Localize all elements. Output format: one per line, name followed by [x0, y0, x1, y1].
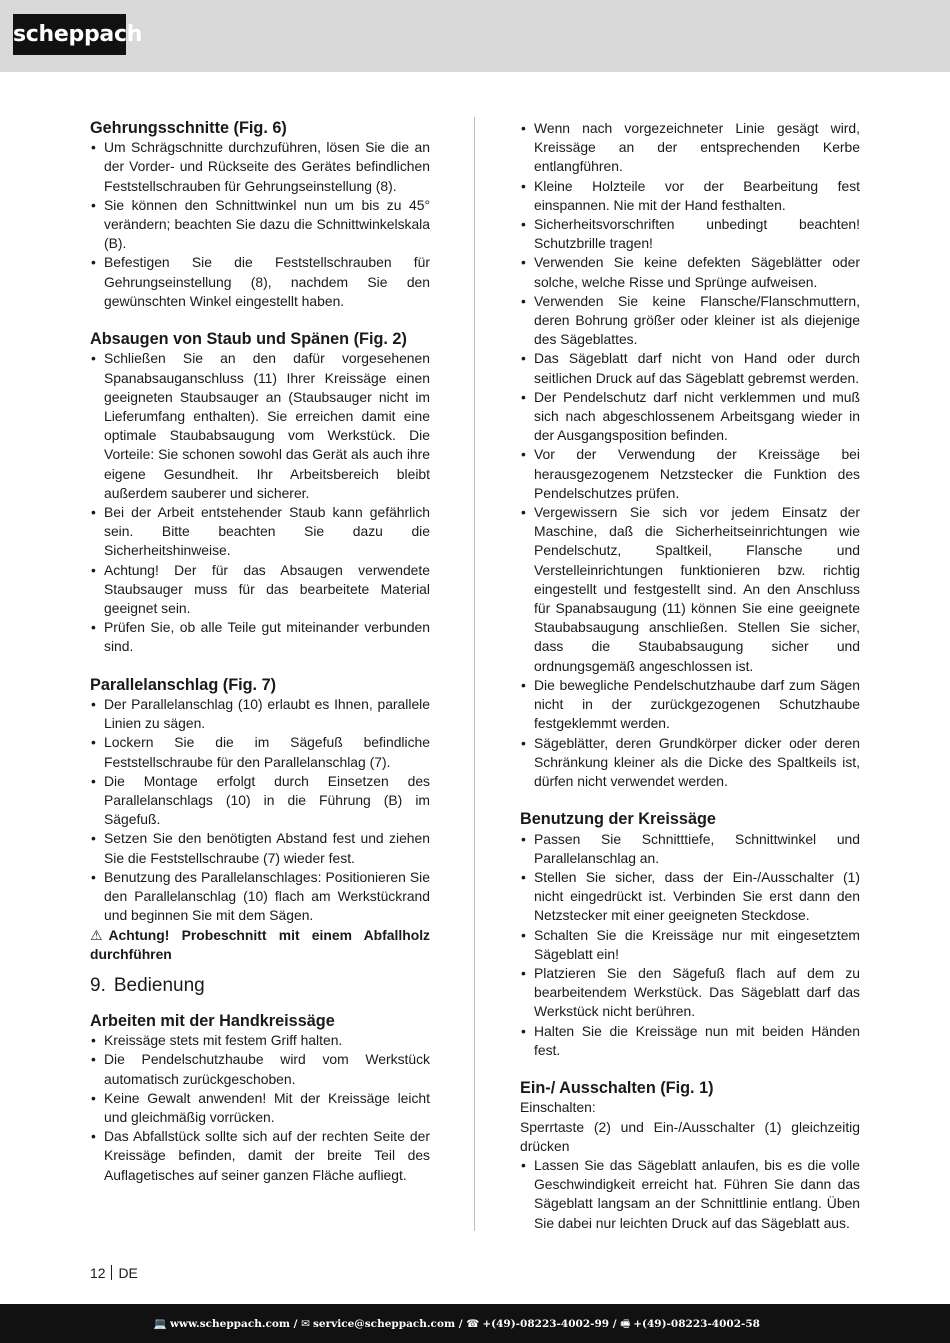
chapter-heading	[90, 964, 430, 1012]
list-item: • Vor der Verwendung der Kreissäge bei herausgezogenem Netzstecker die Funktion des Pendelschutzes prüfen.	[520, 445, 860, 503]
mail-icon: ✉	[301, 1318, 310, 1330]
bullet-list	[90, 695, 430, 925]
list-item: • Wenn nach vorgezeichneter Linie gesägt wird, Kreissäge an der entsprechenden Kerbe entlangführen.	[520, 119, 860, 177]
phone-icon: ☎	[466, 1318, 480, 1330]
list-item: • Kreissäge stets mit festem Griff halten.	[90, 1031, 430, 1050]
left-column	[90, 119, 430, 1185]
footer-email: service@scheppach.com	[312, 1318, 456, 1330]
list-item: • Prüfen Sie, ob alle Teile gut miteinander verbunden sind.	[90, 618, 430, 656]
list-item: • Vergewissern Sie sich vor jedem Einsatz der Maschine, daß die Sicherheitseinrichtungen wie Pendelschutz, Spaltkeil, Flansche und Verstelleinrichtungen funktionieren bzw. richtig eingestellt und festgestellt sind. An den Anschluss für Spanabsaugung (11) können Sie eine geeignete Staubabsaugung anschließen. Stellen Sie sicher, dass die Staubabsaugung sicher und ordnungsgemäß angeschlossen ist.	[520, 503, 860, 676]
footer-contact-line	[154, 1316, 760, 1334]
list-item: • Schließen Sie an den dafür vorgesehenen Spanabsauganschluss (11) Ihrer Kreissäge einen geeigneten Staubsauger an (Staubsauger nicht im Lieferumfang enthalten). Sie erreichen damit eine optimale Staubabsaugung vom Werkstück. Die Vorteile: Sie schonen sowohl das Gerät als auch ihre eigene Gesundheit. Ihr Arbeitsbereich bleibt außerdem sauberer und sicherer.	[90, 349, 430, 503]
page-language: DE	[118, 1265, 138, 1281]
list-item: • Sicherheitsvorschriften unbedingt beachten! Schutzbrille tragen!	[520, 215, 860, 253]
footer-separator: /	[293, 1318, 298, 1330]
list-item: • Sägeblätter, deren Grundkörper dicker oder deren Schränkung kleiner als die Dicke des Spaltkeils ist, dürfen nicht verwendet werden.	[520, 734, 860, 792]
list-item: • Kleine Holzteile vor der Bearbeitung fest einspannen. Nie mit der Hand festhalten.	[520, 177, 860, 215]
page-header	[0, 0, 950, 72]
chapter-title: Bedienung	[113, 974, 205, 996]
list-item: • Die Montage erfolgt durch Einsetzen des Parallelanschlags (10) in die Führung (B) im Sägefuß.	[90, 772, 430, 830]
list-item: • Setzen Sie den benötigten Abstand fest und ziehen Sie die Feststellschraube (7) wieder fest.	[90, 829, 430, 867]
footer-fax: +(49)-08223-4002-58	[633, 1318, 760, 1330]
warning-note	[90, 926, 430, 964]
list-item: • Das Abfallstück sollte sich auf der rechten Seite der Kreissäge befinden, damit der breite Teil des Auflagetisches auf seiner ganzen Fläche aufliegt.	[90, 1127, 430, 1185]
section-heading-ein-ausschalten: Ein-/ Ausschalten (Fig. 1)	[520, 1079, 714, 1098]
page-number-value: 12	[90, 1265, 106, 1281]
chapter-number: 9.	[90, 974, 106, 996]
list-item: • Um Schrägschnitte durchzuführen, lösen Sie die an der Vorder- und Rückseite des Gerätes befindlichen Feststellschrauben für Gehrungseinstellung (8).	[90, 138, 430, 196]
bullet-list	[520, 830, 860, 1060]
list-item: • Verwenden Sie keine Flansche/Flanschmuttern, deren Bohrung größer oder kleiner ist als diejenige des Sägeblattes.	[520, 292, 860, 350]
list-item: • Platzieren Sie den Sägefuß flach auf dem zu bearbeitendem Werkstück. Das Sägeblatt darf das Werkstück nicht berühren.	[520, 964, 860, 1022]
list-item: • Keine Gewalt anwenden! Mit der Kreissäge leicht und gleichmäßig vorrücken.	[90, 1089, 430, 1127]
page-footer	[0, 1304, 950, 1343]
list-item: • Die Pendelschutzhaube wird vom Werkstück automatisch zurückgeschoben.	[90, 1050, 430, 1088]
scheppach-logo: scheppach	[13, 14, 126, 55]
bullet-list	[90, 138, 430, 311]
bullet-list	[520, 1156, 860, 1233]
list-item: • Lassen Sie das Sägeblatt anlaufen, bis es die volle Geschwindigkeit erreicht hat. Führen Sie dann das Sägeblatt langsam an der Schnittlinie entlang. Üben Sie dabei nur leichten Druck auf das Sägeblatt aus.	[520, 1156, 860, 1233]
section-heading-absaugen: Absaugen von Staub und Spänen (Fig. 2)	[90, 330, 407, 349]
list-item: • Halten Sie die Kreissäge nun mit beiden Händen fest.	[520, 1022, 860, 1060]
column-divider	[474, 117, 475, 1231]
computer-icon: 💻	[153, 1318, 167, 1330]
paragraph-einschalten: Einschalten:	[520, 1099, 596, 1116]
paragraph-sperrtaste: Sperrtaste (2) und Ein-/Ausschalter (1) gleichzeitig drücken	[520, 1118, 860, 1154]
footer-website: www.scheppach.com	[170, 1318, 291, 1330]
section-heading-benutzung: Benutzung der Kreissäge	[520, 810, 716, 829]
footer-phone: +(49)-08223-4002-99	[482, 1318, 610, 1330]
right-column	[520, 119, 860, 1233]
page-number	[90, 1265, 138, 1281]
section-heading-arbeiten: Arbeiten mit der Handkreissäge	[90, 1011, 335, 1030]
list-item: • Das Sägeblatt darf nicht von Hand oder durch seitlichen Druck auf das Sägeblatt gebremst werden.	[520, 349, 860, 387]
bullet-list	[90, 1031, 430, 1185]
list-item: • Schalten Sie die Kreissäge nur mit eingesetztem Sägeblatt ein!	[520, 926, 860, 964]
list-item: • Passen Sie Schnitttiefe, Schnittwinkel und Parallelanschlag an.	[520, 830, 860, 868]
bullet-list	[520, 119, 860, 791]
list-item: • Bei der Arbeit entstehender Staub kann gefährlich sein. Bitte beachten Sie dazu die Sicherheitshinweise.	[90, 503, 430, 561]
footer-separator: /	[612, 1318, 617, 1330]
bullet-list	[90, 349, 430, 656]
list-item: • Der Parallelanschlag (10) erlaubt es Ihnen, parallele Linien zu sägen.	[90, 695, 430, 733]
list-item: • Sie können den Schnittwinkel nun um bis zu 45° verändern; beachten Sie dazu die Schnittwinkelskala (B).	[90, 196, 430, 254]
list-item: • Der Pendelschutz darf nicht verklemmen und muß sich nach abgeschlossenem Arbeitsgang wieder in der Ausgangsposition befinden.	[520, 388, 860, 446]
list-item: • Benutzung des Parallelanschlages: Positionieren Sie den Parallelanschlag (10) flach am Werkstückrand und beginnen Sie mit dem Sägen.	[90, 868, 430, 926]
list-item: • Befestigen Sie die Feststellschrauben für Gehrungseinstellung (8), nachdem Sie den gewünschten Winkel eingestellt haben.	[90, 253, 430, 311]
warning-text: Achtung! Probeschnitt mit einem Abfallholz durchführen	[90, 926, 430, 962]
footer-separator: /	[458, 1318, 463, 1330]
warning-icon: ⚠	[90, 926, 103, 943]
list-item: • Achtung! Der für das Absaugen verwendete Staubsauger muss für das bearbeitete Material geeignet sein.	[90, 561, 430, 619]
fax-icon: 🖷	[620, 1318, 631, 1330]
list-item: • Lockern Sie die im Sägefuß befindliche Feststellschraube für den Parallelanschlag (7).	[90, 733, 430, 771]
page-number-divider	[111, 1265, 112, 1280]
list-item: • Stellen Sie sicher, dass der Ein-/Ausschalter (1) nicht eingedrückt ist. Verbinden Sie erst dann den Netzstecker mit einer geeigneten Steckdose.	[520, 868, 860, 926]
list-item: • Die bewegliche Pendelschutzhaube darf zum Sägen nicht in der zurückgezogenen Schutzhaube festgeklemmt werden.	[520, 676, 860, 734]
section-heading-parallelanschlag: Parallelanschlag (Fig. 7)	[90, 675, 277, 694]
list-item: • Verwenden Sie keine defekten Sägeblätter oder solche, welche Risse und Sprünge aufweisen.	[520, 253, 860, 291]
section-heading-gehrungsschnitte: Gehrungsschnitte (Fig. 6)	[90, 119, 287, 137]
